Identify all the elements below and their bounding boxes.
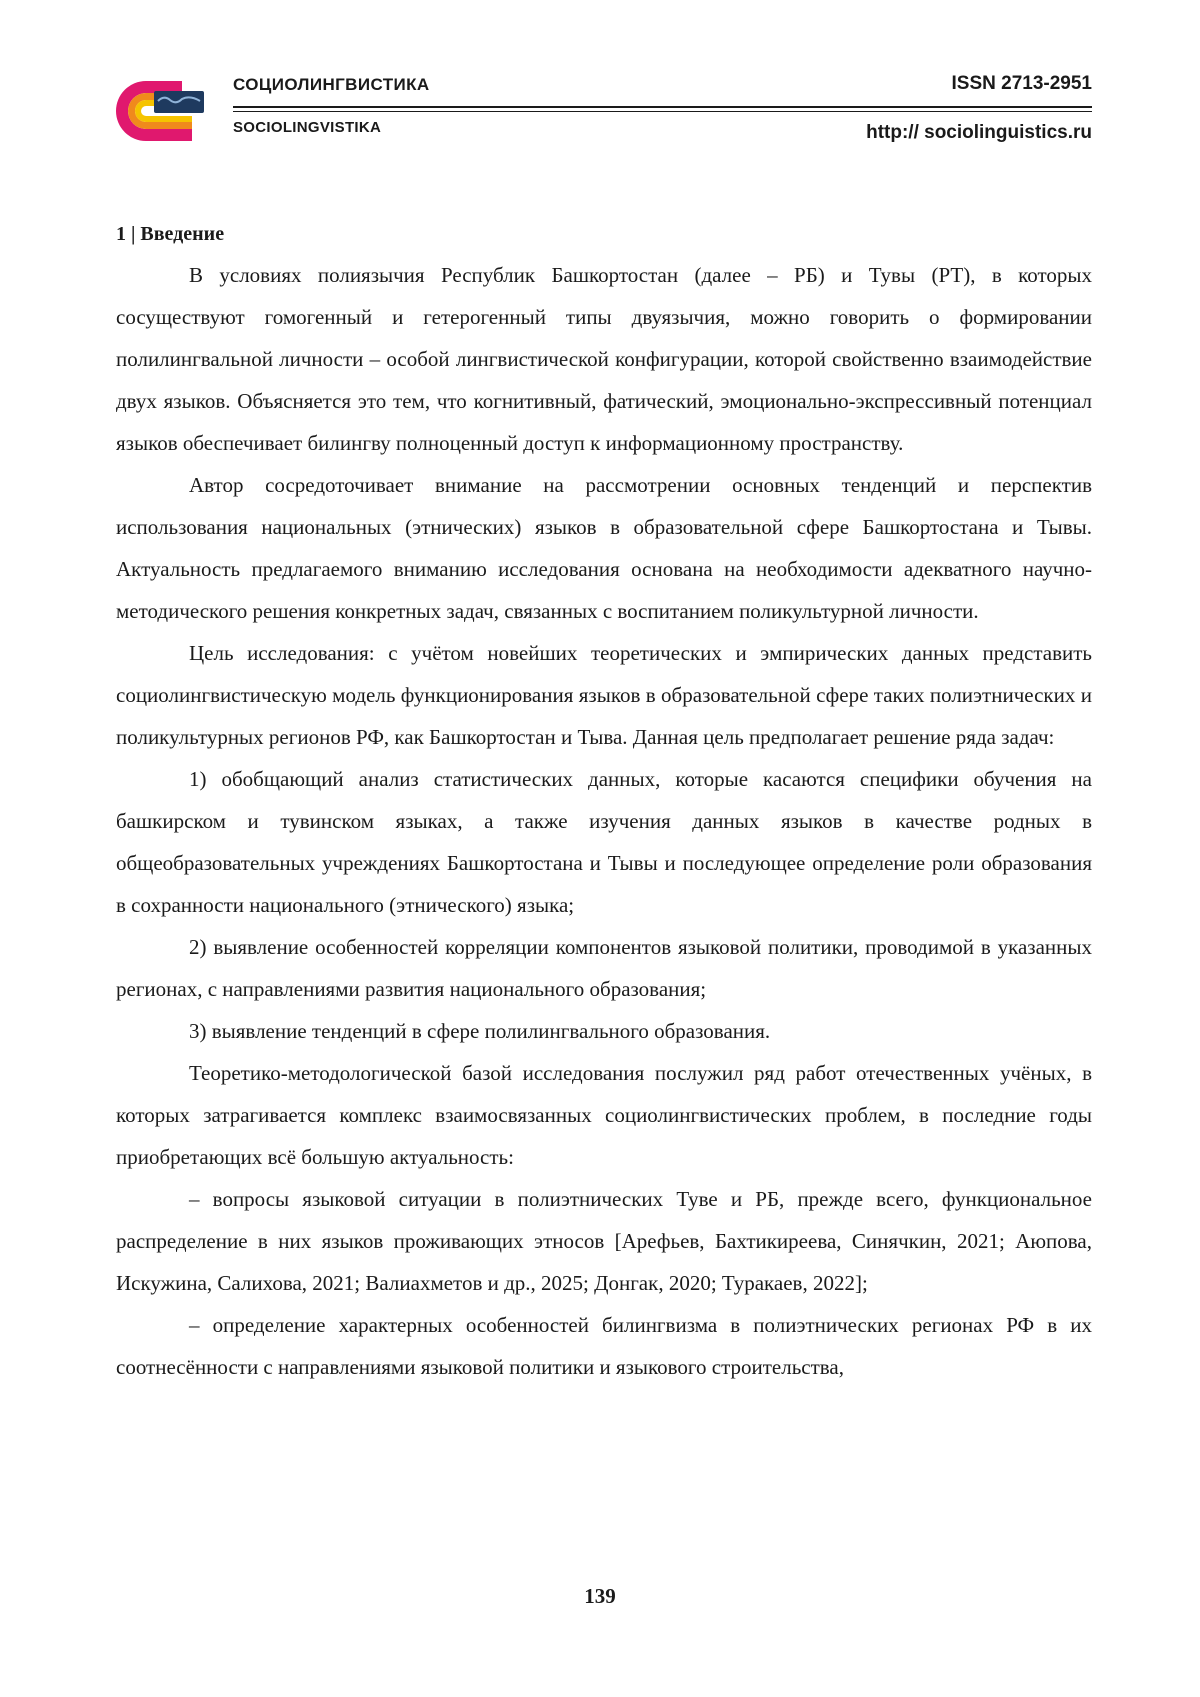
section-heading: 1 | Введение <box>116 223 225 245</box>
header-rule-thin <box>233 111 1092 112</box>
paragraph: Автор сосредоточивает внимание на рассмотрении основных тенденций и перспектив использования национальных (этнических) языков в образовательной сфере Башкортостана и Тывы. Актуальность предлагаемого вниманию исследования основана на необходимости адекватного научно-методического решения конкретных задач, связанных с воспитанием поликультурной личности. <box>116 473 1092 623</box>
list-item: – определение характерных особенностей билингвизма в полиэтнических регионах РФ в их соотнесённости с направлениями языковой политики и языкового строительства, <box>116 1313 1092 1379</box>
journal-title-en: SOCIOLINGVISTIKA <box>233 119 382 136</box>
list-item: 3) выявление тенденций в сфере полилингвального образования. <box>189 1019 771 1043</box>
header-rule <box>233 106 1092 108</box>
website-link[interactable]: http:// sociolinguistics.ru <box>866 122 1092 143</box>
paragraph: Теоретико-методологической базой исследования послужил ряд работ отечественных учёных, в которых затрагивается комплекс взаимосвязанных социолингвистических проблем, в последние годы приобретающих всё большую актуальность: <box>116 1061 1092 1169</box>
paragraph: Цель исследования: с учётом новейших теоретических и эмпирических данных представить социолингвистическую модель функционирования языков в образовательной сфере таких полиэтнических и поликультурных регионов РФ, как Башкортостан и Тыва. Данная цель предполагает решение ряда задач: <box>116 641 1092 749</box>
journal-title-ru: СОЦИОЛИНГВИСТИКА <box>233 75 430 94</box>
paragraph: В условиях полиязычия Республик Башкортостан (далее – РБ) и Тувы (РТ), в которых сосуществуют гомогенный и гетерогенный типы двуязычия, можно говорить о формировании полилингвальной личности – особой лингвистической конфигурации, которой свойственно взаимодействие двух языков. Объясняется это тем, что когнитивный, фатический, эмоционально-экспрессивный потенциал языков обеспечивает билингву полноценный доступ к информационному пространству. <box>116 263 1092 455</box>
page-number: 139 <box>584 1584 616 1608</box>
list-item: 1) обобщающий анализ статистических данных, которые касаются специфики обучения на башкирском и тувинском языках, а также изучения данных языков в качестве родных в общеобразовательных учреждениях Башкортостана и Тывы и последующее определение роли образования в сохранности национального (этнического) языка; <box>116 767 1092 917</box>
article-body <box>116 222 1092 1388</box>
list-item: – вопросы языковой ситуации в полиэтнических Туве и РБ, прежде всего, функциональное распределение в них языков проживающих этносов [Арефьев, Бахтикиреева, Синячкин, 2021; Аюпова, Искужина, Салихова, 2021; Валиахметов и др., 2025; Донгак, 2020; Туракаев, 2022]; <box>116 1187 1092 1295</box>
page-header <box>0 0 1200 170</box>
list-item: 2) выявление особенностей корреляции компонентов языковой политики, проводимой в указанных регионах, с направлениями развития национального образования; <box>116 935 1092 1001</box>
journal-logo-icon <box>112 75 208 147</box>
issn: ISSN 2713-2951 <box>951 73 1092 94</box>
